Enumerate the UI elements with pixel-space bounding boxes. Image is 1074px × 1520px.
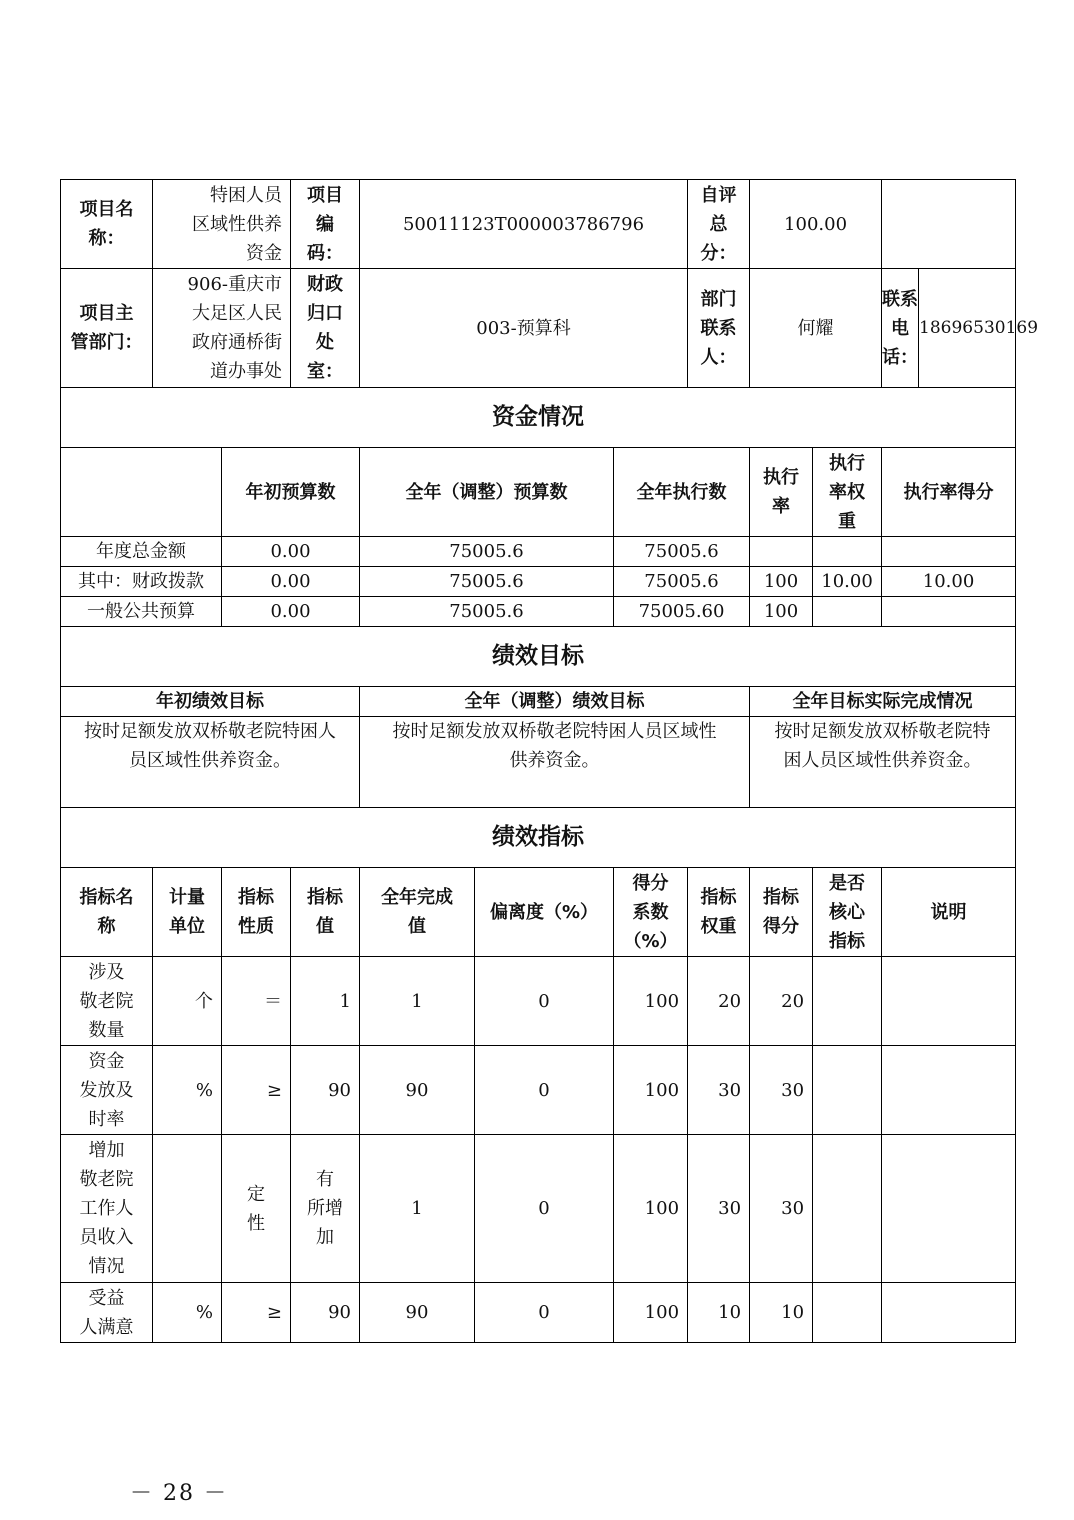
- funds-cell: 75005.60: [614, 597, 750, 627]
- ind-cell: 100: [614, 1046, 688, 1135]
- funds-cell: 75005.6: [360, 567, 614, 597]
- dept-name: 906-重庆市 大足区人民 政府通桥街 道办事处: [153, 269, 291, 388]
- goals-header-adjusted: 全年（调整）绩效目标: [360, 687, 750, 717]
- ind-header-name: 指标名 称: [61, 868, 153, 957]
- ind-cell: 30: [750, 1135, 813, 1283]
- project-name-label: 项目名 称：: [61, 180, 153, 269]
- ind-cell: 90: [291, 1046, 360, 1135]
- project-code-label: 项目 编 码：: [291, 180, 360, 269]
- ind-header-completed: 全年完成 值: [360, 868, 475, 957]
- finance-office: 003-预算科: [360, 269, 688, 388]
- empty-cell: [882, 180, 1016, 269]
- ind-cell: [813, 957, 882, 1046]
- ind-cell: 100: [614, 957, 688, 1046]
- funds-row-label: 年度总金额: [61, 537, 222, 567]
- ind-cell: 30: [750, 1046, 813, 1135]
- funds-header-rate: 执行 率: [750, 448, 813, 537]
- ind-row-name: 涉及 敬老院 数量: [61, 957, 153, 1046]
- ind-cell: 90: [291, 1283, 360, 1343]
- funds-cell: 0.00: [222, 537, 360, 567]
- ind-cell: 30: [688, 1046, 750, 1135]
- ind-cell: 90: [360, 1046, 475, 1135]
- ind-header-coefficient: 得分 系数 （%）: [614, 868, 688, 957]
- phone-number: 18696530169: [919, 317, 1039, 338]
- ind-cell: 1: [360, 1135, 475, 1283]
- ind-cell: 0: [475, 1046, 614, 1135]
- funds-cell: 75005.6: [614, 537, 750, 567]
- indicators-section-title: 绩效指标: [61, 808, 1016, 868]
- ind-cell: 定 性: [222, 1135, 291, 1283]
- ind-header-unit: 计量 单位: [153, 868, 222, 957]
- funds-cell: 10.00: [882, 567, 1016, 597]
- goals-header-initial: 年初绩效目标: [61, 687, 360, 717]
- funds-cell: [813, 537, 882, 567]
- ind-cell: 0: [475, 1135, 614, 1283]
- ind-cell: [882, 1283, 1016, 1343]
- ind-header-note: 说明: [882, 868, 1016, 957]
- ind-row-name: 受益 人满意: [61, 1283, 153, 1343]
- funds-row-label: 一般公共预算: [61, 597, 222, 627]
- dept-label: 项目主 管部门：: [61, 269, 153, 388]
- ind-header-score: 指标 得分: [750, 868, 813, 957]
- funds-header-score: 执行率得分: [882, 448, 1016, 537]
- funds-header-weight: 执行 率权 重: [813, 448, 882, 537]
- ind-header-weight: 指标 权重: [688, 868, 750, 957]
- ind-cell: 1: [360, 957, 475, 1046]
- ind-cell: 0: [475, 957, 614, 1046]
- phone-label-text: 联系 电话：: [882, 269, 919, 387]
- ind-cell: [882, 957, 1016, 1046]
- funds-row-label: 其中：财政拨款: [61, 567, 222, 597]
- goal-adjusted-text: 按时足额发放双桥敬老院特困人员区域性 供养资金。: [360, 717, 750, 808]
- ind-cell: 0: [475, 1283, 614, 1343]
- ind-cell: [882, 1046, 1016, 1135]
- self-score: 100.00: [750, 180, 882, 269]
- funds-header-adjusted: 全年（调整）预算数: [360, 448, 614, 537]
- ind-cell: 20: [688, 957, 750, 1046]
- goals-section-title: 绩效目标: [61, 627, 1016, 687]
- ind-cell: 个: [153, 957, 222, 1046]
- ind-cell: 10: [750, 1283, 813, 1343]
- funds-cell: [882, 597, 1016, 627]
- ind-cell: ≥: [222, 1283, 291, 1343]
- ind-header-nature: 指标 性质: [222, 868, 291, 957]
- funds-cell: 100: [750, 597, 813, 627]
- funds-cell: [882, 537, 1016, 567]
- ind-cell: 1: [291, 957, 360, 1046]
- project-name: 特困人员 区域性供养 资金: [153, 180, 291, 269]
- funds-cell: 0.00: [222, 567, 360, 597]
- project-code: 50011123T000003786796: [360, 180, 688, 269]
- phone-combined: [882, 269, 1039, 388]
- funds-cell: 75005.6: [360, 597, 614, 627]
- ind-cell: %: [153, 1046, 222, 1135]
- funds-cell: 75005.6: [614, 567, 750, 597]
- ind-cell: 30: [688, 1135, 750, 1283]
- funds-cell: 10.00: [813, 567, 882, 597]
- ind-cell: [153, 1135, 222, 1283]
- ind-cell: 20: [750, 957, 813, 1046]
- ind-cell: 有 所增 加: [291, 1135, 360, 1283]
- ind-cell: 100: [614, 1135, 688, 1283]
- performance-table: [60, 179, 1039, 1343]
- funds-header-initial: 年初预算数: [222, 448, 360, 537]
- ind-cell: 10: [688, 1283, 750, 1343]
- funds-section-title: 资金情况: [61, 388, 1016, 448]
- funds-cell: 100: [750, 567, 813, 597]
- funds-header-blank: [61, 448, 222, 537]
- goals-header-actual: 全年目标实际完成情况: [750, 687, 1016, 717]
- ind-cell: [813, 1135, 882, 1283]
- ind-header-deviation: 偏离度（%）: [475, 868, 614, 957]
- ind-header-value: 指标 值: [291, 868, 360, 957]
- ind-cell: %: [153, 1283, 222, 1343]
- self-score-label: 自评 总分：: [688, 180, 750, 269]
- ind-row-name: 增加 敬老院 工作人 员收入 情况: [61, 1135, 153, 1283]
- ind-cell: ≥: [222, 1046, 291, 1135]
- funds-cell: 0.00: [222, 597, 360, 627]
- contact-person: 何耀: [750, 269, 882, 388]
- ind-row-name: 资金 发放及 时率: [61, 1046, 153, 1135]
- ind-cell: ＝: [222, 957, 291, 1046]
- funds-cell: [750, 537, 813, 567]
- ind-cell: 90: [360, 1283, 475, 1343]
- finance-office-label: 财政 归口 处 室：: [291, 269, 360, 388]
- contact-label: 部门 联系 人：: [688, 269, 750, 388]
- ind-cell: [813, 1046, 882, 1135]
- funds-header-executed: 全年执行数: [614, 448, 750, 537]
- funds-cell: [813, 597, 882, 627]
- ind-cell: 100: [614, 1283, 688, 1343]
- goal-initial-text: 按时足额发放双桥敬老院特困人 员区域性供养资金。: [61, 717, 360, 808]
- ind-cell: [813, 1283, 882, 1343]
- ind-cell: [882, 1135, 1016, 1283]
- ind-header-core: 是否 核心 指标: [813, 868, 882, 957]
- funds-cell: 75005.6: [360, 537, 614, 567]
- page-number: － 28 －: [130, 1481, 228, 1506]
- goal-actual-text: 按时足额发放双桥敬老院特 困人员区域性供养资金。: [750, 717, 1016, 808]
